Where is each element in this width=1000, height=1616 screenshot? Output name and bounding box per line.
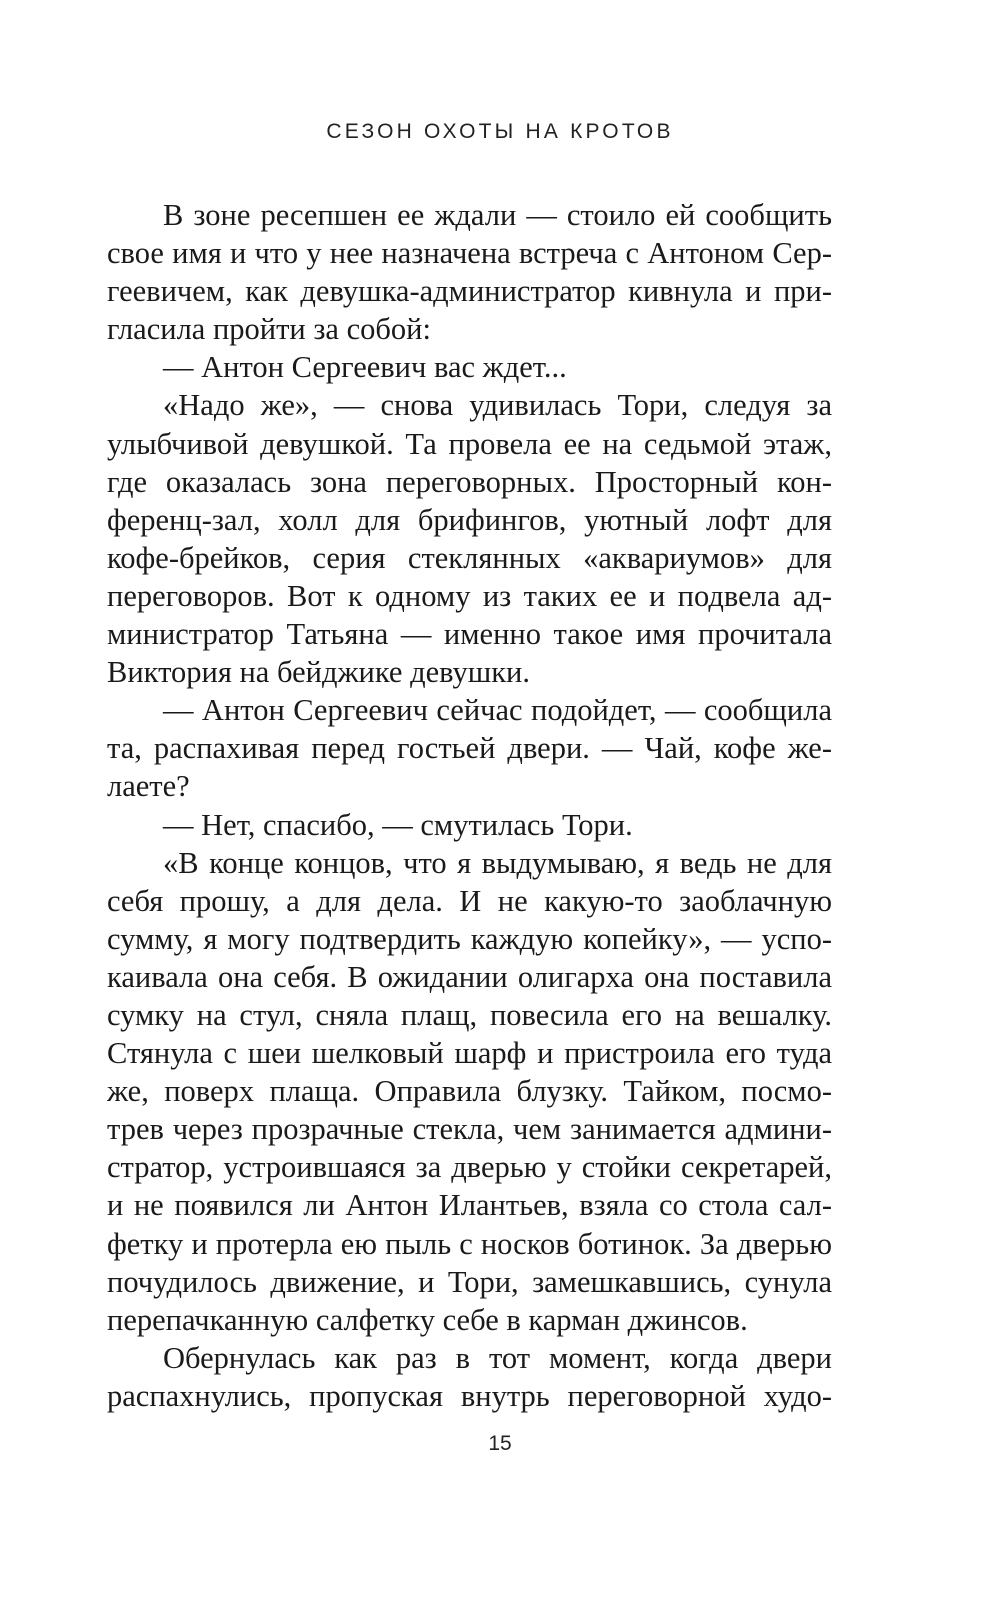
text-line: где оказалась зона переговорных. Просторный кон-	[107, 464, 832, 499]
text-line: фетку и протерла ею пыль с носков ботинок. За дверью	[107, 1226, 832, 1261]
page-number: 15	[488, 1432, 512, 1455]
text-line: министратор Татьяна — именно такое имя прочитала	[107, 617, 832, 652]
text-line: геевичем, как девушка-администратор кивнула и при-	[107, 274, 832, 309]
text-line: почудилось движение, и Тори, замешкавшись, сунула	[107, 1264, 832, 1299]
text-line: Обернулась как раз в тот момент, когда двери	[163, 1340, 832, 1375]
text-line: сумку на стул, сняла плащ, повесила его на вешалку.	[107, 997, 832, 1032]
text-line: «Надо же», — снова удивилась Тори, следуя за	[163, 388, 832, 423]
text-line: Стянула с шеи шелковый шарф и пристроила его туда	[107, 1036, 832, 1071]
text-line: — Антон Сергеевич сейчас подойдет, — сообщила	[163, 693, 832, 728]
text-line: — Антон Сергеевич вас ждет...	[163, 350, 567, 385]
text-line: каивала она себя. В ожидании олигарха она поставила	[107, 959, 832, 994]
text-line: лаете?	[107, 769, 190, 804]
text-line: — Нет, спасибо, — смутилась Тори.	[163, 807, 633, 842]
text-line: распахнулись, пропуская внутрь переговорной худо-	[107, 1378, 832, 1413]
text-line: «В конце концов, что я выдумываю, я ведь не для	[163, 845, 832, 880]
text-line: В зоне ресепшен ее ждали — стоило ей сообщить	[163, 198, 832, 232]
text-line: Виктория на бейджике девушки.	[107, 655, 530, 690]
text-line: переговоров. Вот к одному из таких ее и подвела ад-	[107, 578, 832, 613]
text-line: и не появился ли Антон Илантьев, взяла со стола сал-	[107, 1188, 832, 1223]
text-line: же, поверх плаща. Оправила блузку. Тайком, посмо-	[107, 1074, 832, 1109]
text-line: трев через прозрачные стекла, чем занимается админи-	[107, 1112, 832, 1147]
text-line: гласила пройти за собой:	[107, 312, 431, 347]
text-line: ференц-зал, холл для брифингов, уютный лофт для	[107, 502, 832, 537]
text-line: кофе-брейков, серия стеклянных «аквариумов» для	[107, 540, 832, 575]
text-line: сумму, я могу подтвердить каждую копейку», — успо-	[107, 921, 832, 956]
text-line: та, распахивая перед гостьей двери. — Чай, кофе же-	[107, 731, 832, 766]
body-text	[107, 196, 832, 1415]
text-line: стратор, устроившаяся за дверью у стойки секретарей,	[107, 1150, 832, 1185]
text-line: перепачканную салфетку себе в карман джинсов.	[107, 1302, 748, 1337]
text-line: улыбчивой девушкой. Та провела ее на седьмой этаж,	[107, 426, 832, 461]
text-line: себя прошу, а для дела. И не какую-то заоблачную	[107, 883, 832, 918]
running-head-title: СЕЗОН ОХОТЫ НА КРОТОВ	[326, 120, 674, 143]
text-line: свое имя и что у нее назначена встреча с Антоном Сер-	[107, 236, 832, 271]
